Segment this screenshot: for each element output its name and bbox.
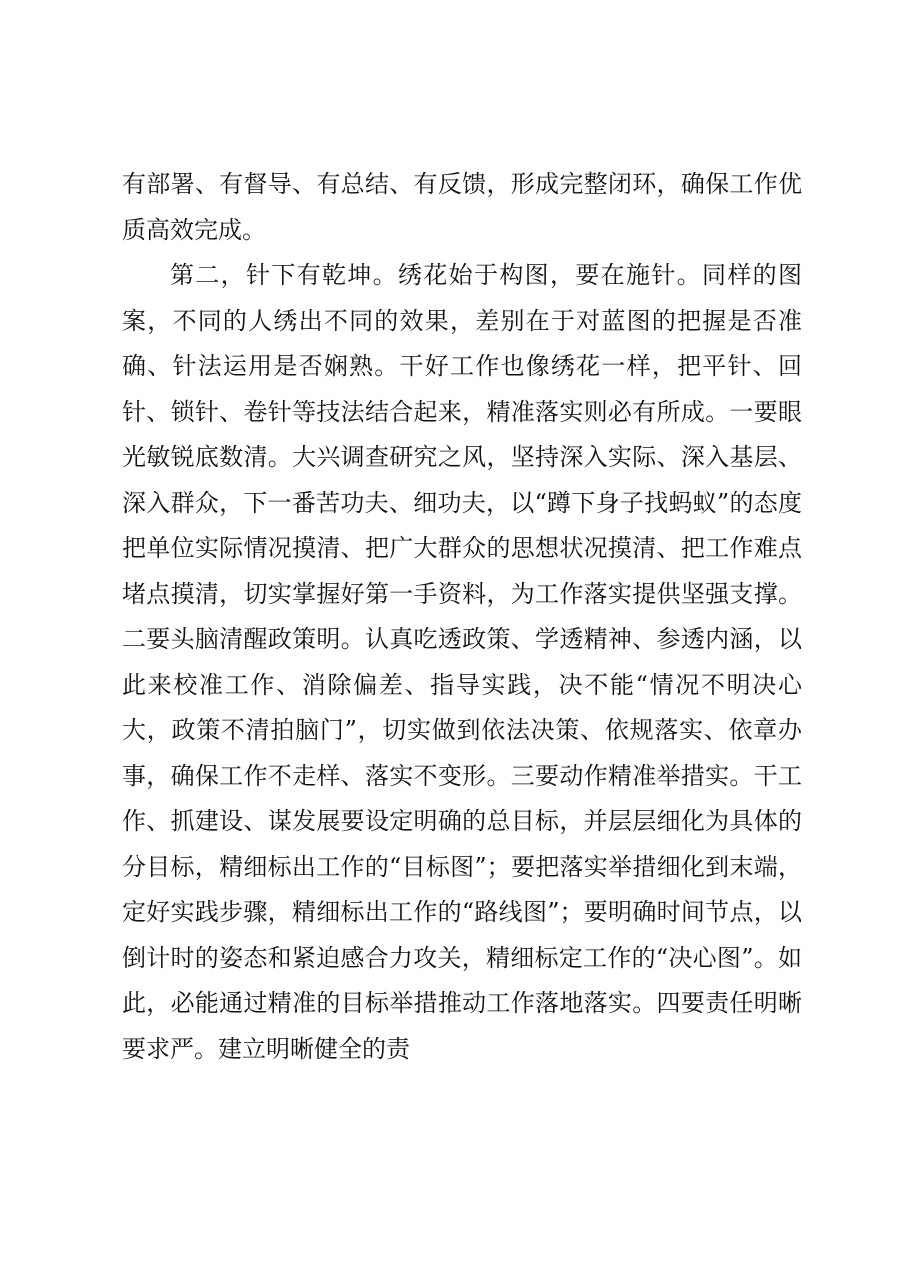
paragraph-continuation: 有部署、有督导、有总结、有反馈，形成完整闭环，确保工作优质高效完成。 <box>122 170 802 244</box>
paragraph-second-point: 第二，针下有乾坤。绣花始于构图，要在施针。同样的图案，不同的人绣出不同的效果，差别在于对蓝图的把握是否准确、针法运用是否娴熟。干好工作也像绣花一样，把平针、回针、锁针、卷针等技法结合起来，精准落实则必有所成。一要眼光敏锐底数清。大兴调查研究之风，坚持深入实际、深入基层、深入群众，下一番苦功夫、细功夫，以“蹲下身子找蚂蚁”的态度把单位实际情况摸清、把广大群众的思想状况摸清、把工作难点堵点摸清，切实掌握好第一手资料，为工作落实提供坚强支撑。二要头脑清醒政策明。认真吃透政策、学透精神、参透内涵，以此来校准工作、消除偏差、指导实践，决不能“情况不明决心大，政策不清拍脑门”，切实做到依法决策、依规落实、依章办事，确保工作不走样、落实不变形。三要动作精准举措实。干工作、抓建设、谋发展要设定明确的总目标，并层层细化为具体的分目标，精细标出工作的“目标图”；要把落实举措细化到末端，定好实践步骤，精细标出工作的“路线图”；要明确时间节点，以倒计时的姿态和紧迫感合力攻关，精细标定工作的“决心图”。如此，必能通过精准的目标举措推动工作落地落实。四要责任明晰要求严。建立明晰健全的责 <box>122 261 802 1063</box>
document-body <box>122 162 802 1072</box>
